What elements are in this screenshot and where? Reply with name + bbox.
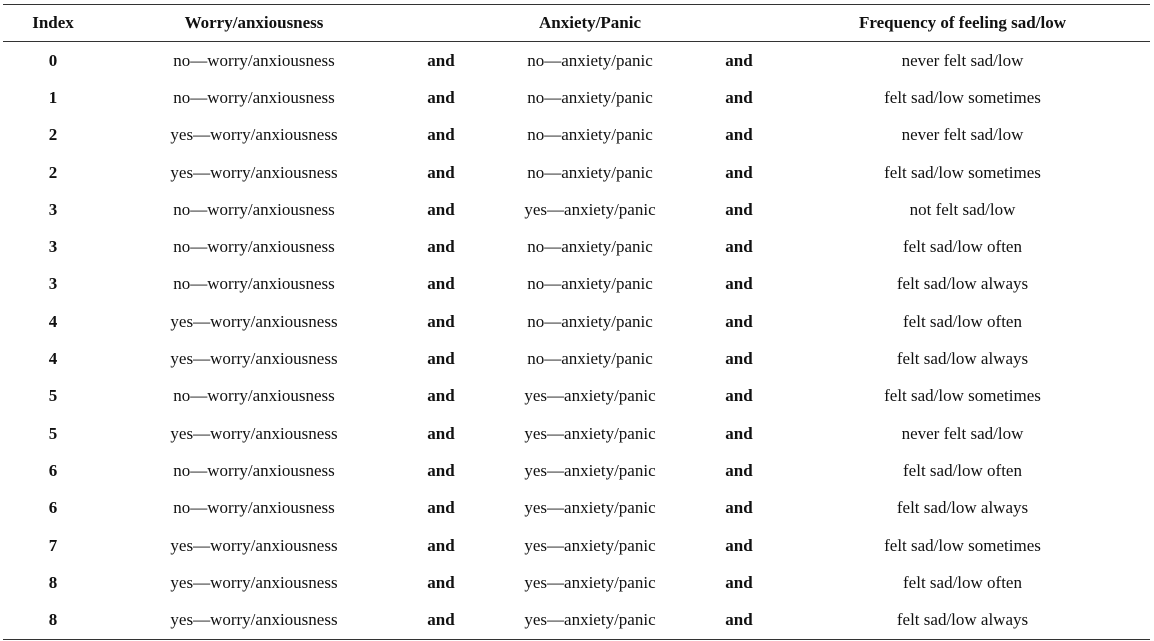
cell-frequency: felt sad/low sometimes — [884, 535, 1041, 555]
header-spacer-1 — [405, 5, 477, 42]
cell-frequency: never felt sad/low — [901, 125, 1024, 145]
cell-worry: no—worry/anxiousness — [173, 386, 335, 406]
cell-anxiety: no—anxiety/panic — [527, 311, 653, 331]
header-frequency: Frequency of feeling sad/low — [859, 13, 1066, 32]
cell-anxiety: yes—anxiety/panic — [524, 386, 656, 406]
table-row — [3, 378, 1150, 415]
cell-frequency: felt sad/low sometimes — [884, 162, 1041, 182]
cell-anxiety: no—anxiety/panic — [527, 162, 653, 182]
table-row — [3, 266, 1150, 303]
cell-frequency: felt sad/low always — [896, 610, 1029, 630]
cell-and-1: and — [427, 237, 455, 257]
cell-and-1: and — [427, 199, 455, 219]
cell-and-1: and — [427, 311, 455, 331]
cell-frequency: felt sad/low sometimes — [884, 87, 1041, 107]
cell-and-2: and — [725, 199, 753, 219]
table-row — [3, 117, 1150, 154]
table-row — [3, 303, 1150, 340]
cell-frequency: felt sad/low often — [903, 311, 1022, 331]
cell-anxiety: yes—anxiety/panic — [524, 610, 656, 630]
cell-worry: no—worry/anxiousness — [173, 460, 335, 480]
table-row — [3, 564, 1150, 601]
cell-index: 0 — [48, 50, 58, 70]
cell-worry: no—worry/anxiousness — [173, 87, 335, 107]
cell-and-1: and — [427, 610, 455, 630]
cell-and-2: and — [725, 535, 753, 555]
cell-anxiety: no—anxiety/panic — [527, 349, 653, 369]
cell-frequency: felt sad/low often — [903, 460, 1022, 480]
cell-and-1: and — [427, 535, 455, 555]
table-row — [3, 42, 1150, 80]
cell-index: 2 — [48, 125, 58, 145]
cell-index: 5 — [48, 386, 58, 406]
cell-and-1: and — [427, 460, 455, 480]
cell-worry: no—worry/anxiousness — [173, 237, 335, 257]
cell-index: 4 — [48, 349, 58, 369]
cell-index: 3 — [48, 237, 58, 257]
cell-index: 4 — [48, 311, 58, 331]
cell-index: 6 — [48, 460, 58, 480]
cell-index: 2 — [48, 162, 58, 182]
cell-index: 3 — [48, 274, 58, 294]
table-row — [3, 79, 1150, 116]
cell-worry: yes—worry/anxiousness — [170, 349, 338, 369]
table-row — [3, 191, 1150, 228]
cell-index: 3 — [48, 199, 58, 219]
cell-and-1: and — [427, 87, 455, 107]
cell-and-2: and — [725, 460, 753, 480]
cell-index: 7 — [48, 535, 58, 555]
table-row — [3, 527, 1150, 564]
cell-and-1: and — [427, 349, 455, 369]
cell-worry: yes—worry/anxiousness — [170, 125, 338, 145]
header-index: Index — [32, 13, 74, 32]
cell-frequency: felt sad/low always — [896, 349, 1029, 369]
cell-index: 6 — [48, 498, 58, 518]
cell-index: 1 — [48, 87, 58, 107]
cell-worry: yes—worry/anxiousness — [170, 610, 338, 630]
index-table — [3, 4, 1150, 640]
table-row — [3, 415, 1150, 452]
cell-worry: yes—worry/anxiousness — [170, 311, 338, 331]
cell-worry: yes—worry/anxiousness — [170, 162, 338, 182]
table-row — [3, 154, 1150, 191]
cell-worry: yes—worry/anxiousness — [170, 572, 338, 592]
cell-worry: yes—worry/anxiousness — [170, 535, 338, 555]
cell-and-1: and — [427, 386, 455, 406]
header-spacer-2 — [703, 5, 775, 42]
cell-and-2: and — [725, 50, 753, 70]
cell-and-2: and — [725, 349, 753, 369]
cell-anxiety: yes—anxiety/panic — [524, 423, 656, 443]
cell-index: 8 — [48, 572, 58, 592]
cell-and-1: and — [427, 572, 455, 592]
cell-worry: no—worry/anxiousness — [173, 199, 335, 219]
cell-index: 5 — [48, 423, 58, 443]
cell-anxiety: no—anxiety/panic — [527, 237, 653, 257]
cell-anxiety: no—anxiety/panic — [527, 274, 653, 294]
cell-and-2: and — [725, 237, 753, 257]
cell-frequency: felt sad/low often — [903, 237, 1022, 257]
table-header — [3, 5, 1150, 42]
cell-worry: no—worry/anxiousness — [173, 274, 335, 294]
cell-index: 8 — [48, 610, 58, 630]
cell-frequency: never felt sad/low — [901, 50, 1024, 70]
table-body — [3, 42, 1150, 640]
cell-and-1: and — [427, 274, 455, 294]
cell-frequency: felt sad/low always — [896, 498, 1029, 518]
cell-and-2: and — [725, 311, 753, 331]
table-row — [3, 228, 1150, 265]
cell-frequency: never felt sad/low — [901, 423, 1024, 443]
cell-and-1: and — [427, 162, 455, 182]
data-table-container — [3, 4, 1150, 640]
cell-worry: yes—worry/anxiousness — [170, 423, 338, 443]
cell-frequency: felt sad/low sometimes — [884, 386, 1041, 406]
header-row — [3, 5, 1150, 42]
cell-and-1: and — [427, 423, 455, 443]
header-worry: Worry/anxiousness — [184, 13, 324, 32]
cell-and-2: and — [725, 498, 753, 518]
cell-anxiety: no—anxiety/panic — [527, 125, 653, 145]
cell-anxiety: yes—anxiety/panic — [524, 199, 656, 219]
cell-and-1: and — [427, 498, 455, 518]
cell-and-2: and — [725, 274, 753, 294]
table-row — [3, 490, 1150, 527]
cell-and-2: and — [725, 572, 753, 592]
cell-worry: no—worry/anxiousness — [173, 498, 335, 518]
cell-anxiety: yes—anxiety/panic — [524, 460, 656, 480]
cell-frequency: felt sad/low always — [896, 274, 1029, 294]
header-anxiety: Anxiety/Panic — [539, 13, 641, 32]
cell-anxiety: yes—anxiety/panic — [524, 498, 656, 518]
cell-frequency: felt sad/low often — [903, 572, 1022, 592]
cell-frequency: not felt sad/low — [909, 199, 1016, 219]
cell-and-2: and — [725, 87, 753, 107]
cell-and-2: and — [725, 610, 753, 630]
cell-and-1: and — [427, 50, 455, 70]
cell-and-2: and — [725, 386, 753, 406]
cell-anxiety: yes—anxiety/panic — [524, 572, 656, 592]
cell-and-2: and — [725, 162, 753, 182]
cell-and-1: and — [427, 125, 455, 145]
cell-anxiety: yes—anxiety/panic — [524, 535, 656, 555]
cell-anxiety: no—anxiety/panic — [527, 50, 653, 70]
table-row — [3, 340, 1150, 377]
cell-and-2: and — [725, 125, 753, 145]
cell-and-2: and — [725, 423, 753, 443]
table-row — [3, 601, 1150, 639]
cell-anxiety: no—anxiety/panic — [527, 87, 653, 107]
cell-worry: no—worry/anxiousness — [173, 50, 335, 70]
table-row — [3, 452, 1150, 489]
